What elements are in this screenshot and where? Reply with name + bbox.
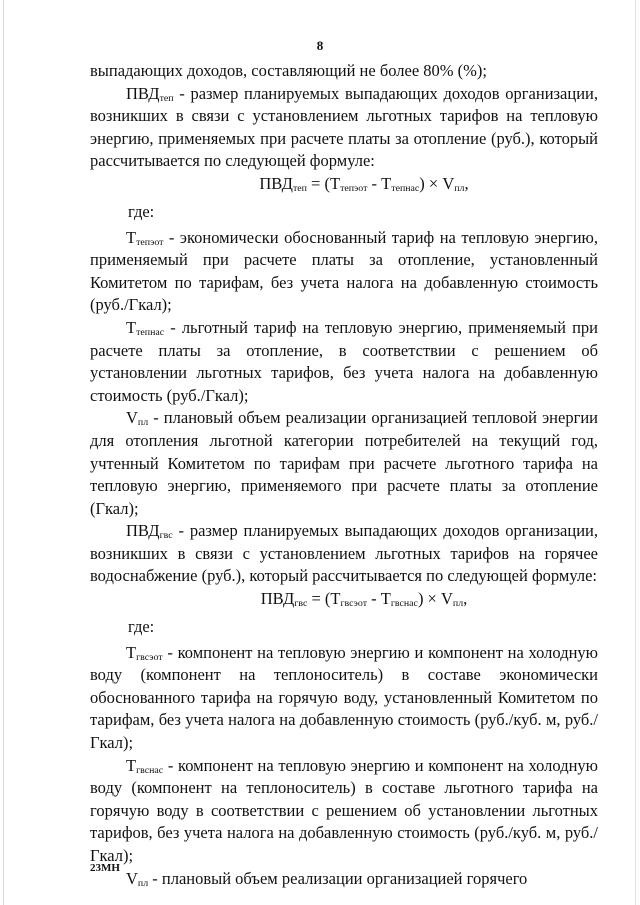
formula-sub-3: пл: [454, 182, 465, 194]
definition-v-pl-heat: [90, 407, 598, 520]
formula-eq: = (Т: [307, 589, 341, 609]
scan-edge-right: [635, 0, 636, 905]
definition-text: - плановый объем реализации организацией тепловой энергии для отопления льготной категории потребителей на текущий год, учтенный Комитетом по тарифам при расчете льготного тарифа на тепловую энергию, применяемого при расчете платы за отопление (Гкал);: [90, 408, 598, 518]
definition-t-gvsnas: [90, 755, 598, 868]
formula-pvd-gvs: [90, 588, 598, 611]
formula-eq: = (Т: [306, 173, 341, 193]
formula-sub-1: гвсэот: [340, 598, 368, 610]
definition-text: - компонент на тепловую энергию и компонент на холодную воду (компонент на теплоноситель) в составе экономически обоснованного тарифа на горячую воду, установленный Комитетом по тарифам, без учета налога на добавленную стоимость (руб./куб. м, руб./Гкал);: [90, 642, 598, 753]
symbol: V: [126, 868, 138, 888]
definition-pvd-gvs: [90, 520, 598, 588]
symbol-subscript: теп: [159, 92, 174, 104]
scan-edge-left: [3, 0, 4, 905]
symbol: Т: [126, 317, 137, 337]
formula-minus: - Т: [367, 173, 392, 193]
continuation-paragraph: выпадающих доходов, составляющий не более 80% (%);: [90, 61, 487, 80]
definition-text: - экономически обоснованный тариф на тепловую энергию, применяемый при расчете платы за отопление, установленный Комитетом по тарифам, без учета налога на добавленную стоимость (руб./Гкал);: [90, 227, 598, 315]
symbol-subscript: тепнас: [136, 326, 165, 338]
symbol: Т: [126, 227, 137, 247]
formula-times: ) × V: [417, 589, 453, 609]
definition-v-pl-hot-water: [90, 868, 598, 891]
where-label-2: где:: [128, 616, 155, 636]
symbol-subscript: пл: [137, 877, 149, 889]
symbol: ПВД: [126, 83, 160, 103]
formula-end: ,: [463, 589, 468, 609]
symbol-subscript: гвснас: [136, 764, 164, 776]
formula-end: ,: [464, 173, 469, 193]
definition-text: - размер планируемых выпадающих доходов организации, возникших в связи с установлением льготных тарифов на горячее водоснабжение (руб.), который рассчитывается по следующей формуле:: [90, 521, 598, 586]
formula-minus: - Т: [367, 589, 391, 609]
definition-t-tepeot: [90, 227, 598, 317]
symbol: V: [126, 408, 138, 428]
symbol: Т: [126, 642, 137, 662]
formula-sub-3: пл: [452, 598, 464, 610]
symbol: Т: [126, 755, 137, 775]
formula-lhs: ПВД: [259, 173, 293, 193]
where-label-1: где:: [128, 201, 155, 221]
formula-sub-2: гвснас: [390, 598, 418, 610]
definition-pvd-tep: [90, 83, 598, 173]
definition-text: - льготный тариф на тепловую энергию, применяемый при расчете платы за отопление, в соответствии с решением об установлении льготных тарифов, без учета налога на добавленную стоимость (руб./Гкал);: [90, 317, 598, 405]
symbol-subscript: пл: [137, 417, 149, 429]
formula-lhs-sub: теп: [292, 182, 307, 194]
symbol-subscript: тепэот: [136, 236, 164, 248]
definition-text: - компонент на тепловую энергию и компонент на холодную воду (компонент на теплоноситель) в составе льготного тарифа на горячую воду в соответствии с решением об установлении льготных тарифов, без учета налога на добавленную стоимость (руб./куб. м, руб./Гкал);: [90, 755, 598, 865]
definition-t-tepnas: [90, 317, 598, 407]
definition-text: - размер планируемых выпадающих доходов организации, возникших в связи с установлением льготных тарифов на тепловую энергию, применяемых при расчете платы за отопление (руб.), который рассчитывается по следующей формуле:: [90, 83, 598, 171]
symbol: ПВД: [126, 521, 160, 541]
document-body: [90, 60, 598, 890]
formula-sub-2: тепнас: [391, 182, 420, 194]
formula-times: ) × V: [419, 173, 455, 193]
formula-lhs-sub: гвс: [294, 598, 308, 610]
symbol-subscript: гвсэот: [136, 651, 163, 663]
definition-text: - плановый объем реализации организацией горячего: [148, 868, 528, 888]
symbol-subscript: гвс: [159, 530, 173, 542]
footer-code: 23МН: [90, 862, 120, 874]
formula-lhs: ПВД: [260, 589, 295, 609]
formula-sub-1: тепэот: [340, 182, 368, 194]
formula-pvd-tep: [90, 173, 598, 196]
page-number: 8: [316, 38, 324, 53]
definition-t-gvseot: [90, 642, 598, 755]
